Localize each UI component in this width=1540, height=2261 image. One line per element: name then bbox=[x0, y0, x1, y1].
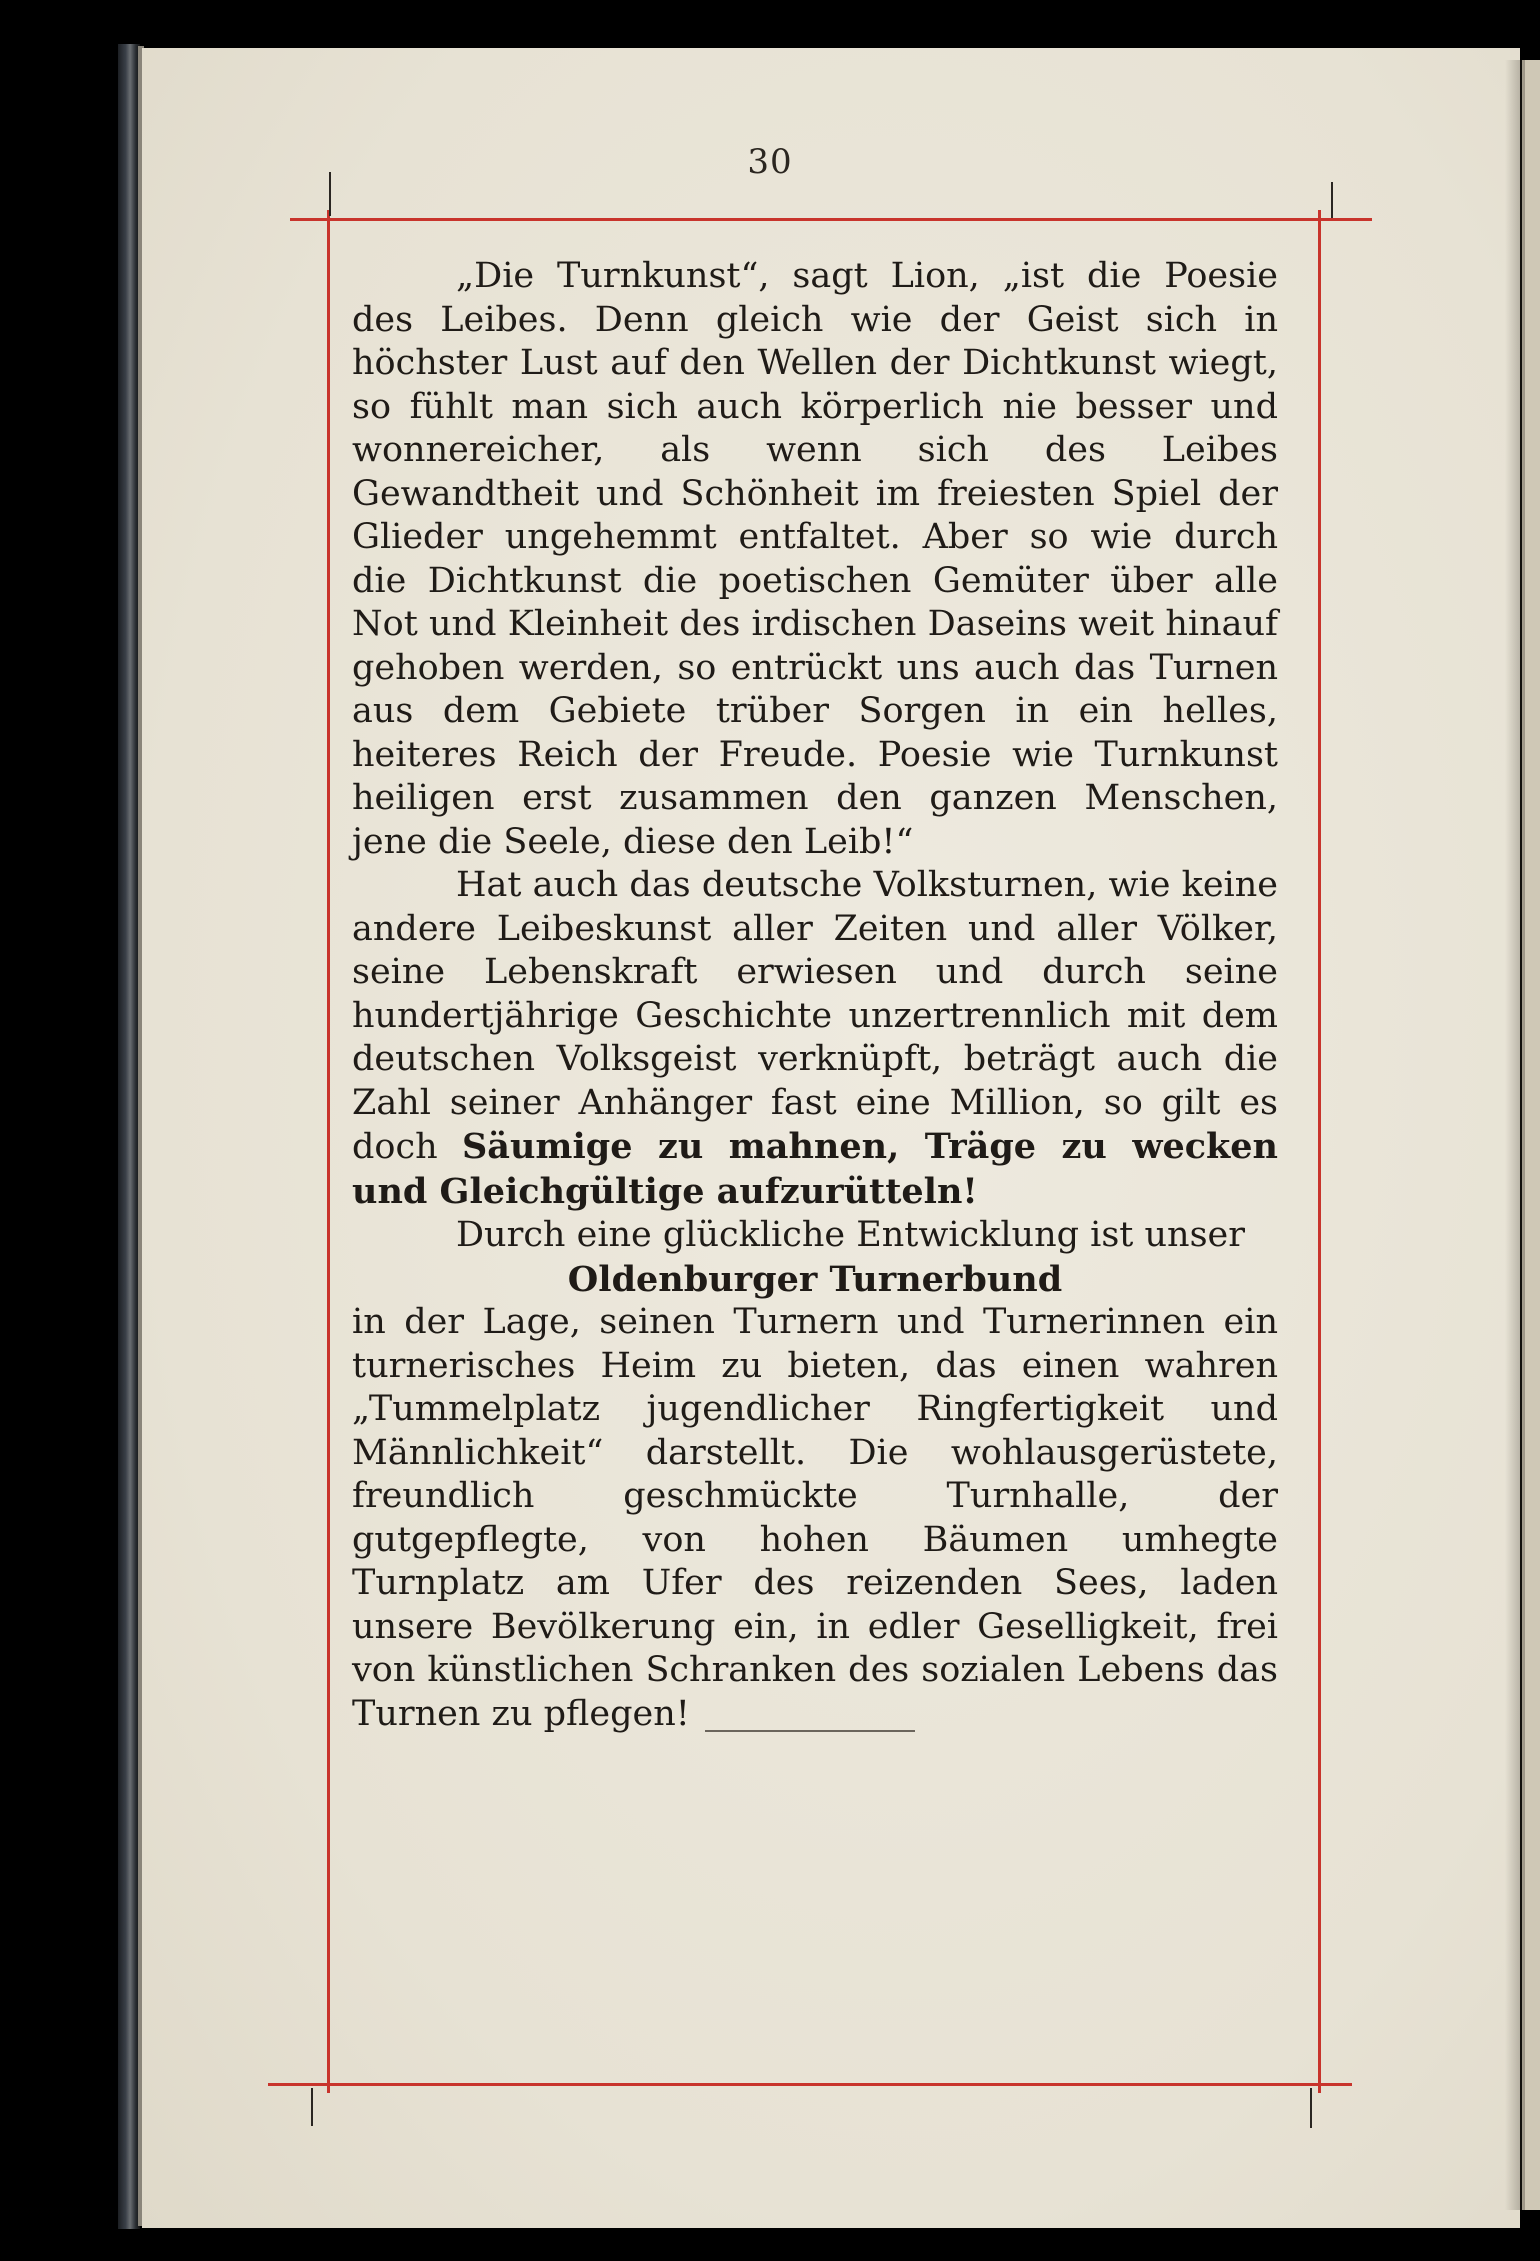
paragraph-volksturnen-emphasis: Säumige zu mahnen, Träge zu wecken und Gleichgültige aufzurütteln! bbox=[352, 1126, 1279, 1212]
frame-top-rule bbox=[290, 218, 1372, 221]
frame-bottom-rule bbox=[268, 2083, 1352, 2086]
register-tick-top-left bbox=[329, 172, 331, 216]
frame-left-rule bbox=[327, 210, 330, 2093]
paragraph-entwicklung: Durch eine glückliche Entwicklung ist unser bbox=[456, 1215, 1245, 1255]
page-number: 30 bbox=[747, 142, 793, 182]
register-tick-bottom-right bbox=[1310, 2088, 1312, 2128]
club-name-heading: Oldenburger Turnerbund bbox=[567, 1258, 1063, 1300]
page-shadow bbox=[1505, 60, 1525, 2210]
paragraph-volksturnen bbox=[352, 864, 1278, 1214]
paragraph-volksturnen-normal: Hat auch das deutsche Volksturnen, wie keine andere Leibeskunst aller Zeiten und aller Völker, seine Lebenskraft erwiesen und durch seine hundertjährige Geschichte unzertrennlich mit dem deutschen Volksgeist verknüpft, beträgt auch die Zahl seiner Anhänger fast eine Million, so gilt es doch bbox=[352, 865, 1278, 1167]
closing-separator-line bbox=[705, 1730, 915, 1732]
frame-right-rule bbox=[1318, 210, 1321, 2093]
book-binding bbox=[118, 44, 140, 2229]
register-tick-bottom-left bbox=[311, 2088, 313, 2126]
body-text bbox=[352, 255, 1278, 1736]
paragraph-quote: „Die Turnkunst“, sagt Lion, „ist die Poesie des Leibes. Denn gleich wie der Geist sich in höchster Lust auf den Wellen der Dichtkunst wiegt, so fühlt man sich auch körperlich nie besser und wonnereicher, als wenn sich des Leibes Gewandtheit und Schönheit im freiesten Spiel der Glieder ungehemmt entfaltet. Aber so wie durch die Dichtkunst die poetischen Gemüter über alle Not und Kleinheit des irdischen Daseins weit hinauf gehoben werden, so entrückt uns auch das Turnen aus dem Gebiete trüber Sorgen in ein helles, heiteres Reich der Freude. Poesie wie Turnkunst heiligen erst zusammen den ganzen Menschen, jene die Seele, diese den Leib!“ bbox=[352, 256, 1278, 862]
paragraph-heim: in der Lage, seinen Turnern und Turnerinnen ein turnerisches Heim zu bieten, das einen wahren „Tummelplatz jugendlicher Ringfertigkeit und Männlichkeit“ darstellt. Die wohlausgerüstete, freundlich geschmückte Turnhalle, der gutgepflegte, von hohen Bäumen umhegte Turnplatz am Ufer des reizenden Sees, laden unsere Bevölkerung ein, in edler Geselligkeit, frei von künstlichen Schranken des sozialen Lebens das Turnen zu pflegen! bbox=[352, 1302, 1278, 1734]
register-tick-top-right bbox=[1331, 182, 1333, 218]
